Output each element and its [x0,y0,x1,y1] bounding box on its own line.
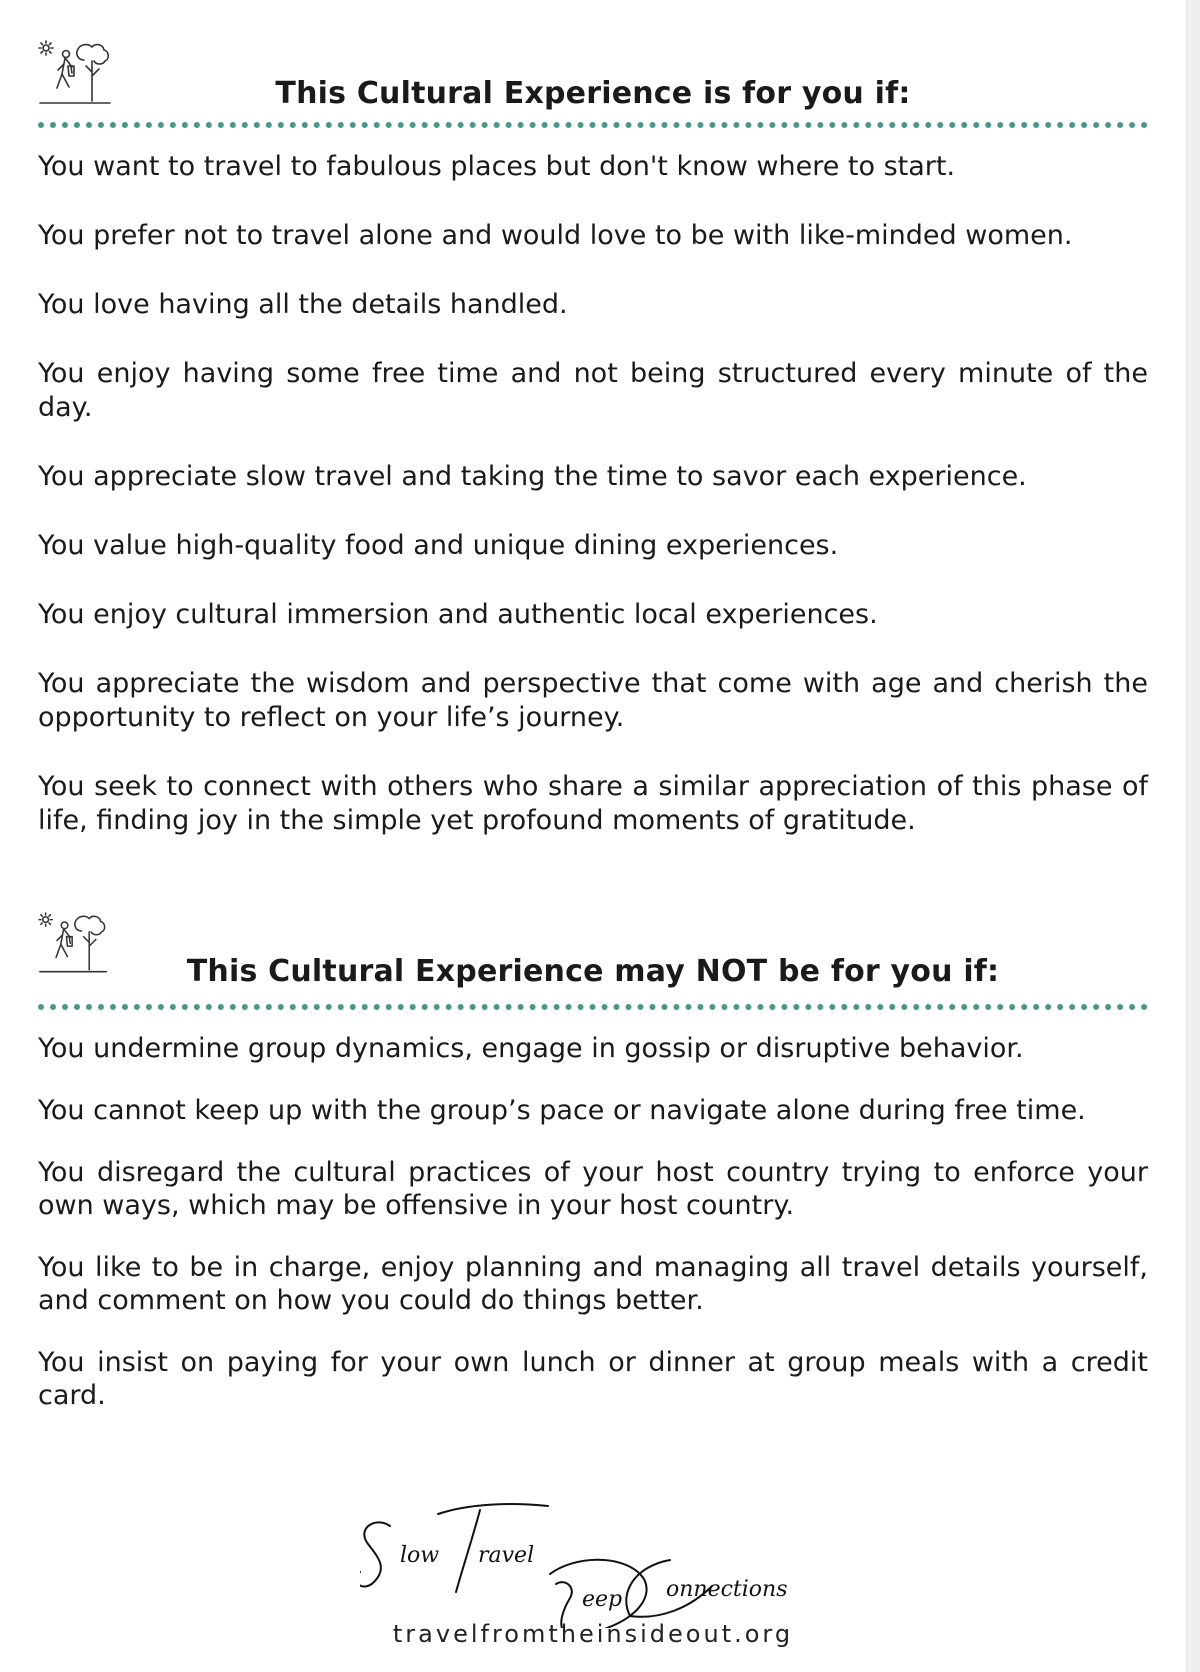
section-header [38,912,1148,992]
signature-logo [360,1488,840,1628]
list-item: You appreciate slow travel and taking the time to savor each experience. [38,461,1027,492]
section-heading: This Cultural Experience may NOT be for you if: [186,954,1000,989]
list-item: You seek to connect with others who share a similar appreciation of this phase of life, finding joy in the simple yet profound moments of gratitude. [38,771,1148,836]
list-item: You love having all the details handled. [38,289,568,320]
criteria-list [38,1032,1148,1412]
list-item: You appreciate the wisdom and perspective that come with age and cherish the opportunity to reflect on your life’s journey. [38,668,1148,733]
dotted-divider [38,1004,1148,1010]
signature-line1: low [400,1543,440,1568]
signature-line1b: ravel [478,1543,535,1568]
list-item: You undermine group dynamics, engage in gossip or disruptive behavior. [38,1033,1024,1064]
list-item: You want to travel to fabulous places but don't know where to start. [38,151,956,182]
signature-line2b: onnections [666,1577,788,1602]
criteria-list [38,150,1148,838]
footer-url[interactable]: travelfromtheinsideout.org [392,1620,794,1648]
not-for-you-section [38,912,1148,1441]
list-item: You value high-quality food and unique dining experiences. [38,530,839,561]
list-item: You enjoy cultural immersion and authentic local experiences. [38,599,878,630]
list-item: You cannot keep up with the group’s pace or navigate alone during free time. [38,1095,1086,1126]
section-heading: This Cultural Experience is for you if: [275,76,911,111]
list-item: You enjoy having some free time and not being structured every minute of the day. [38,358,1148,423]
list-item: You disregard the cultural practices of your host country trying to enforce your own ways, which may be offensive in your host country. [38,1157,1148,1221]
section-header [38,40,1148,120]
list-item: You like to be in charge, enjoy planning and managing all travel details yourself, and comment on how you could do things better. [38,1252,1148,1316]
list-item: You prefer not to travel alone and would love to be with like-minded women. [38,220,1073,251]
signature-line2a: eep [582,1587,623,1612]
for-you-section [38,40,1148,873]
dotted-divider [38,122,1148,128]
list-item: You insist on paying for your own lunch or dinner at group meals with a credit card. [38,1347,1148,1411]
